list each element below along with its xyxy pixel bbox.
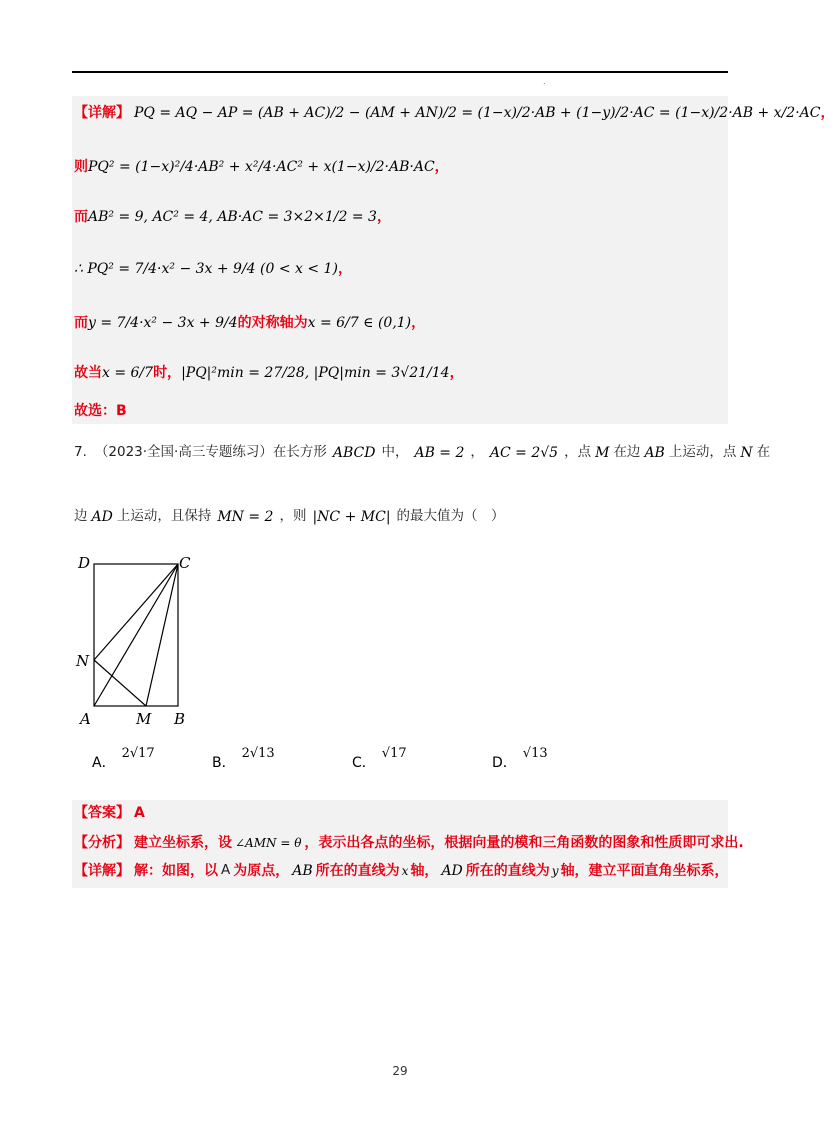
question7-line1: 7. （2023·全国·高三专题练习）在长方形 ABCD 中， AB = 2 ， AC = 2√5 ，点 M 在边 AB 上运动，点 N 在 xyxy=(74,444,771,461)
segment-ac xyxy=(94,564,178,706)
header-rule xyxy=(72,71,728,73)
answer-value: A xyxy=(134,805,145,821)
header-dot: . xyxy=(543,77,546,86)
option-c[interactable]: C．√17 xyxy=(352,746,407,771)
segment-mc xyxy=(146,564,178,706)
solution6-line4: ∴ PQ² = 7/4·x² − 3x + 9/4 (0 < x < 1) ， xyxy=(74,261,352,277)
option-b[interactable]: B．2√13 xyxy=(212,746,275,771)
choose-b-text: 故选：B xyxy=(74,403,127,419)
analysis-tag: 【分析】 xyxy=(74,835,130,851)
solution6-formula2: PQ² = (1−x)²/4·AB² + x²/4·AC² + x(1−x)/2·AB·AC xyxy=(88,159,435,175)
solution6-formula5: y = 7/4·x² − 3x + 9/4 xyxy=(88,315,238,331)
segment-mn xyxy=(94,660,146,706)
label-b: B xyxy=(174,710,186,728)
detail-tag-2: 【详解】 xyxy=(74,863,130,879)
solution6-formula1: PQ = AQ − AP = (AB + AC)/2 − (AM + AN)/2 = (1−x)/2·AB + (1−y)/2·AC = (1−x)/2·AB + x/2·AC xyxy=(134,105,821,121)
label-d: D xyxy=(78,554,91,572)
answer-tag: 【答案】 xyxy=(74,805,130,821)
detail-tag: 【详解】 xyxy=(74,105,130,121)
analysis-line: 【分析】 建立坐标系，设 ∠AMN = θ ，表示出各点的坐标，根据向量的模和三角函数的图象和性质即可求出. xyxy=(74,835,744,851)
solution6-formula4: ∴ PQ² = 7/4·x² − 3x + 9/4 (0 < x < 1) xyxy=(74,261,338,277)
answer-line xyxy=(74,806,145,820)
question7-line2: 边 AD 上运动，且保持 MN = 2 ，则 |NC + MC| 的最大值为（ ） xyxy=(74,508,505,525)
solution6-formula3: AB² = 9, AC² = 4, AB·AC = 3×2×1/2 = 3 xyxy=(88,209,377,225)
vector-sum-expression: |NC + MC| xyxy=(312,509,391,525)
label-c: C xyxy=(179,554,191,572)
label-n: N xyxy=(76,652,90,670)
solution6-line1: 【详解】 PQ = AQ − AP = (AB + AC)/2 − (AM + AN)/2 = (1−x)/2·AB + (1−y)/2·AC = (1−x)/2·AB + x/2·AC ， xyxy=(74,105,834,121)
solution6-line3: 而 AB² = 9, AC² = 4, AB·AC = 3×2×1/2 = 3 ， xyxy=(74,209,391,225)
solution6-line7 xyxy=(74,404,127,418)
rectangle-figure xyxy=(72,550,202,730)
solution6-line5: 而 y = 7/4·x² − 3x + 9/4 的对称轴为 x = 6/7 ∈ (0,1) ， xyxy=(74,315,426,331)
label-m: M xyxy=(136,710,152,728)
option-d[interactable]: D．√13 xyxy=(492,746,548,771)
option-a[interactable]: A．2√17 xyxy=(92,746,155,771)
page-number: 29 xyxy=(392,1064,408,1078)
solution6-line2: 则 PQ² = (1−x)²/4·AB² + x²/4·AC² + x(1−x)/2·AB·AC ， xyxy=(74,159,449,175)
solution6-line6: 故当 x = 6/7 时， |PQ|²min = 27/28, |PQ|min = 3√21/14 ， xyxy=(74,365,464,381)
detail7-line: 【详解】 解：如图，以 A 为原点， AB 所在的直线为 x 轴， AD 所在的直线为 y 轴，建立平面直角坐标系， xyxy=(74,862,729,879)
solution6-formula6: |PQ|²min = 27/28, |PQ|min = 3√21/14 xyxy=(181,365,450,381)
segment-nc xyxy=(94,564,178,660)
label-a: A xyxy=(80,710,91,728)
question-number: 7. xyxy=(74,444,87,461)
